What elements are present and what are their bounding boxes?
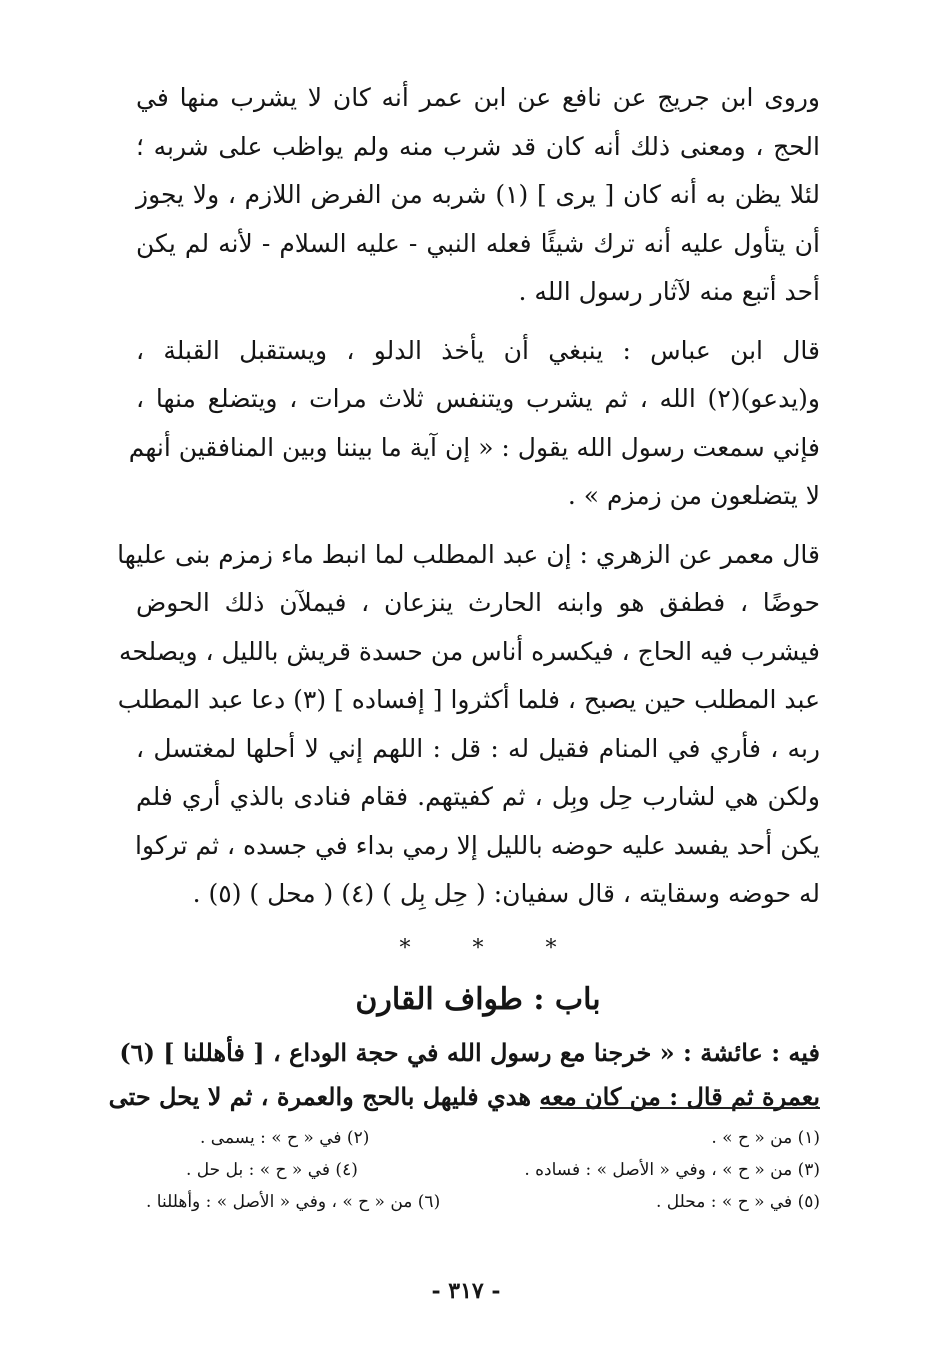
section-separator (136, 929, 820, 969)
text-line: بعمرة ثم قال : من كان معه هدي فليهل بالحج والعمرة ، ثم لا يحل حتى (108, 1081, 820, 1111)
footnote-row (136, 1154, 820, 1186)
text-line: و(يدعو)(٢) الله ، ثم يشرب ويتنفس ثلاث مرات ، ويتضلع منها ، (136, 384, 820, 413)
text-line: ربه ، فأري في المنام فقيل له : قل : اللهم إني لا أحلها لمغتسل ، (136, 733, 820, 763)
page-body (108, 74, 820, 1119)
text-line: يكن أحد يفسد عليه حوضه بالليل إلا رمي بداء في جسده ، ثم تركوا (135, 830, 820, 860)
paragraph (136, 74, 820, 317)
text-line: لئلا يظن به أنه كان [ يرى ] (١) شربه من الفرض اللازم ، ولا يجوز (136, 180, 820, 209)
footnote: (٥) في « ح » : محلل . (655, 1192, 820, 1212)
text-line: أن يتأول عليه أنه ترك شيئًا فعله النبي - عليه السلام - لأنه لم يكن (136, 228, 820, 258)
paragraph-gap (136, 317, 820, 327)
paragraph (128, 327, 820, 521)
footnote-row (136, 1122, 820, 1154)
hadith-paragraph (108, 1031, 820, 1119)
text-line: حوضًا ، فطفق هو وابنه الحارث ينزعان ، فيملآن ذلك الحوض (136, 588, 820, 617)
text-line: الحج ، ومعنى ذلك أنه كان قد شرب منه ولم يواظب على شربه ؛ (136, 131, 820, 161)
main-text (117, 74, 820, 919)
text-line: وروى ابن جريج عن نافع عن ابن عمر أنه كان لا يشرب منها في (136, 83, 820, 112)
footnote-row (136, 1186, 820, 1218)
text-line: أحد أتبع منه لآثار رسول الله . (518, 277, 820, 306)
footnotes (136, 1122, 820, 1218)
page-number: - ٣١٧ - (431, 1278, 501, 1304)
text-line: فيه : عائشة : « خرجنا مع رسول الله في حجة الوداع ، [ فأهللنا ] (٦) (119, 1037, 820, 1067)
footnote: (١) من « ح » . (711, 1128, 820, 1148)
text-line: قال معمر عن الزهري : إن عبد المطلب لما انبط ماء زمزم بنى عليها (117, 539, 820, 569)
footnote: (٦) من « ح » ، وفي « الأصل » : وأهللنا . (146, 1192, 441, 1212)
separator-star: * (399, 936, 411, 961)
footnote: (٤) في « ح » : بل حل . (186, 1160, 358, 1180)
text-line: له حوضه وسقايته ، قال سفيان: ( حِل بِل ) (٤) ( محل ) (٥) . (192, 879, 820, 908)
paragraph-gap (136, 521, 820, 531)
separator-star: * (545, 936, 557, 961)
text-line: قال ابن عباس : ينبغي أن يأخذ الدلو ، ويستقبل القبلة ، (136, 335, 820, 365)
paragraph (117, 531, 820, 919)
text-line: عبد المطلب حين يصبح ، فلما أكثروا [ إفساده ] (٣) دعا عبد المطلب (117, 685, 820, 714)
text-line: فإني سمعت رسول الله يقول : « إن آية ما بيننا وبين المنافقين أنهم (128, 432, 820, 462)
chapter-title: باب : طواف القارن (355, 981, 601, 1017)
text-line: فيشرب فيه الحاج ، فيكسره أناس من حسدة قريش بالليل ، ويصلحه (118, 636, 820, 666)
text-line: لا يتضلعون من زمزم » . (567, 481, 820, 510)
footnote: (٢) في « ح » : يسمى . (200, 1128, 370, 1148)
footnote-divider (540, 1107, 820, 1109)
footnote: (٣) من « ح » ، وفي « الأصل » : فساده . (524, 1160, 820, 1180)
text-line: ولكن هي لشارب حِل وبِل ، ثم كفيتهم. فقام فنادى بالذي أري فلم (136, 782, 820, 811)
separator-star: * (472, 936, 484, 961)
